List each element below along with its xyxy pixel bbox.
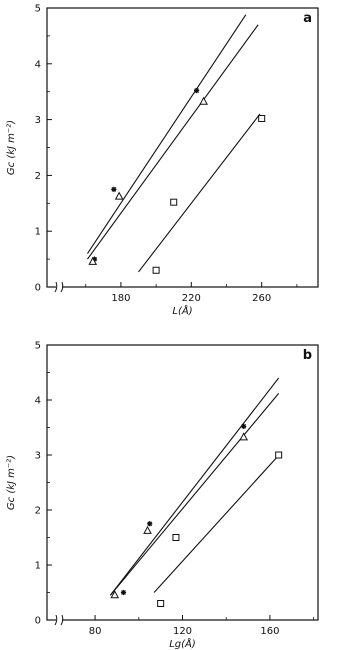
data-point-asterisk: [194, 88, 199, 93]
data-point-asterisk: [241, 424, 246, 429]
trend-line-asterisk: [87, 15, 245, 254]
data-point-square: [276, 452, 282, 458]
data-point-triangle: [116, 193, 123, 200]
data-point-triangle: [144, 527, 151, 534]
plot-frame: [47, 8, 318, 287]
y-tick-label: 4: [34, 395, 41, 407]
trend-line-triangle: [110, 393, 278, 595]
y-tick-label: 3: [34, 450, 41, 462]
x-tick-label: 120: [172, 626, 193, 637]
y-tick-label: 0: [34, 615, 41, 627]
trend-line-square: [154, 458, 276, 593]
x-tick-label: 80: [88, 626, 102, 637]
y-axis-title: Gc (kJ m⁻²): [6, 454, 17, 511]
data-point-square: [171, 199, 177, 205]
data-point-square: [259, 115, 265, 121]
y-tick-label: 1: [34, 560, 41, 572]
data-point-triangle: [240, 433, 247, 440]
x-tick-label: 180: [111, 293, 131, 304]
y-tick-label: 5: [34, 3, 41, 15]
trend-line-triangle: [87, 25, 258, 259]
data-point-asterisk: [111, 187, 116, 192]
plot-frame: [47, 345, 318, 620]
data-point-square: [173, 535, 179, 541]
y-axis-title: Gc (kJ m⁻²): [6, 119, 17, 176]
x-tick-label: 260: [252, 293, 272, 304]
y-tick-label: 1: [34, 226, 41, 238]
data-point-square: [158, 601, 164, 607]
chart-panel-a: [6, 4, 318, 318]
y-tick-label: 2: [34, 170, 41, 182]
data-point-asterisk: [147, 521, 152, 526]
data-point-square: [153, 267, 159, 273]
x-tick-label: 220: [181, 293, 201, 304]
x-axis-title: L(Å): [172, 306, 193, 317]
trend-line-asterisk: [110, 378, 278, 595]
x-axis-title: Lg(Å): [169, 639, 196, 650]
data-point-asterisk: [121, 590, 126, 595]
data-point-triangle: [200, 98, 207, 105]
x-tick-label: 160: [260, 626, 280, 637]
chart-panel-b: [6, 341, 318, 650]
y-tick-label: 4: [34, 59, 41, 71]
panel-label: b: [302, 348, 312, 363]
y-tick-label: 5: [34, 340, 41, 352]
y-tick-label: 0: [34, 282, 41, 294]
trend-line-square: [139, 114, 260, 272]
y-tick-label: 3: [34, 115, 41, 127]
y-tick-label: 2: [34, 505, 41, 517]
panel-label: a: [303, 11, 312, 26]
